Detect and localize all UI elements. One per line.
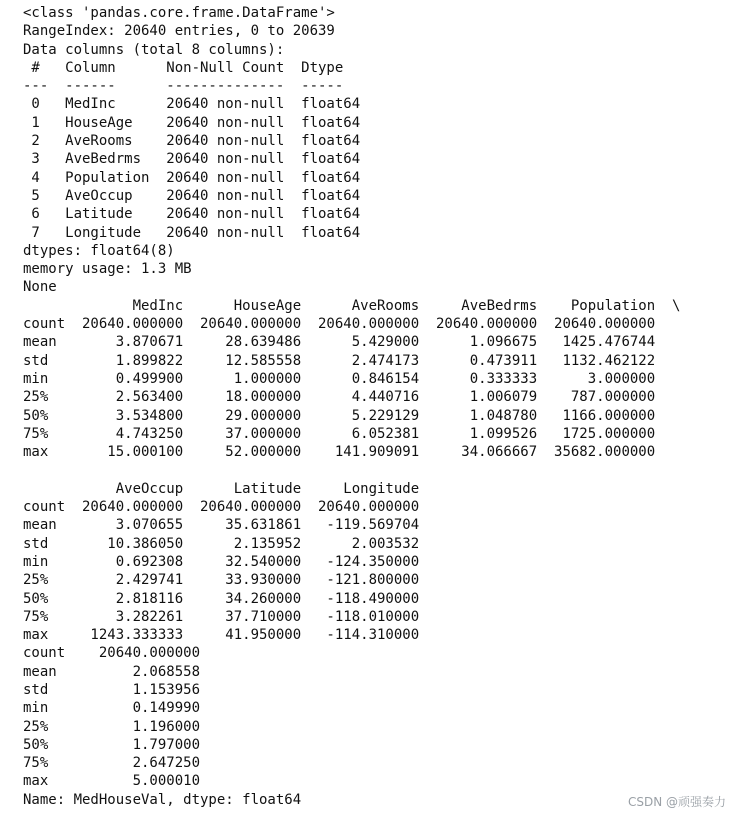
output-line: 6 Latitude 20640 non-null float64 [23, 206, 361, 223]
output-line: <class 'pandas.core.frame.DataFrame'> [23, 5, 335, 21]
output-line: min 0.692308 32.540000 -124.350000 [23, 553, 437, 570]
output-line: 25% 2.563400 18.000000 4.440716 1.006079 787.000000 [23, 389, 681, 406]
output-line: memory usage: 1.3 MB [23, 261, 192, 278]
output-line: count 20640.000000 [23, 645, 201, 662]
output-line: MedInc HouseAge AveRooms AveBedrms Population \ [23, 297, 681, 314]
output-line: 5 AveOccup 20640 non-null float64 [23, 187, 361, 204]
output-line: 0 MedInc 20640 non-null float64 [23, 96, 361, 113]
output-line: 75% 3.282261 37.710000 -118.010000 [23, 608, 437, 625]
output-line: 25% 1.196000 [23, 718, 201, 735]
output-line: 50% 3.534800 29.000000 5.229129 1.048780 1166.000000 [23, 407, 681, 424]
output-line: RangeIndex: 20640 entries, 0 to 20639 [23, 23, 335, 40]
output-line: 75% 4.743250 37.000000 6.052381 1.099526 1725.000000 [23, 425, 681, 442]
output-line: mean 2.068558 [23, 663, 201, 680]
watermark: CSDN @顽强奏力 [627, 795, 726, 809]
output-line: Name: MedHouseVal, dtype: float64 [23, 791, 302, 808]
output-line: std 1.899822 12.585558 2.474173 0.473911 1132.462122 [23, 352, 681, 369]
output-line: max 1243.333333 41.950000 -114.310000 [23, 627, 437, 644]
output-line: --- ------ -------------- ----- [23, 78, 361, 95]
output-line: 3 AveBedrms 20640 non-null float64 [23, 151, 361, 168]
output-line: 4 Population 20640 non-null float64 [23, 169, 361, 186]
output-line: std 1.153956 [23, 681, 201, 698]
output-line: AveOccup Latitude Longitude [23, 480, 437, 497]
output-line: None [23, 279, 57, 296]
output-line: max 15.000100 52.000000 141.909091 34.066667 35682.000000 [23, 444, 681, 461]
output-line: mean 3.870671 28.639486 5.429000 1.096675 1425.476744 [23, 334, 681, 351]
output-line: 1 HouseAge 20640 non-null float64 [23, 114, 361, 131]
output-line: count 20640.000000 20640.000000 20640.000000 [23, 499, 437, 516]
output-line: 50% 2.818116 34.260000 -118.490000 [23, 590, 437, 607]
output-line: Data columns (total 8 columns): [23, 41, 285, 58]
output-line: 2 AveRooms 20640 non-null float64 [23, 133, 361, 150]
output-line: min 0.499900 1.000000 0.846154 0.333333 3.000000 [23, 370, 681, 387]
output-line: # Column Non-Null Count Dtype [23, 59, 361, 76]
output-line: min 0.149990 [23, 700, 201, 717]
output-line: count 20640.000000 20640.000000 20640.000000 20640.000000 20640.000000 [23, 316, 681, 333]
output-line: 75% 2.647250 [23, 755, 201, 772]
output-line: 50% 1.797000 [23, 736, 201, 753]
output-line: 25% 2.429741 33.930000 -121.800000 [23, 572, 437, 589]
output-line: max 5.000010 [23, 773, 201, 790]
output-line: 7 Longitude 20640 non-null float64 [23, 224, 361, 241]
output-line: mean 3.070655 35.631861 -119.569704 [23, 517, 437, 534]
output-line: dtypes: float64(8) [23, 242, 175, 259]
output-line: std 10.386050 2.135952 2.003532 [23, 535, 437, 552]
output-line [23, 461, 723, 479]
console-output [23, 4, 723, 809]
